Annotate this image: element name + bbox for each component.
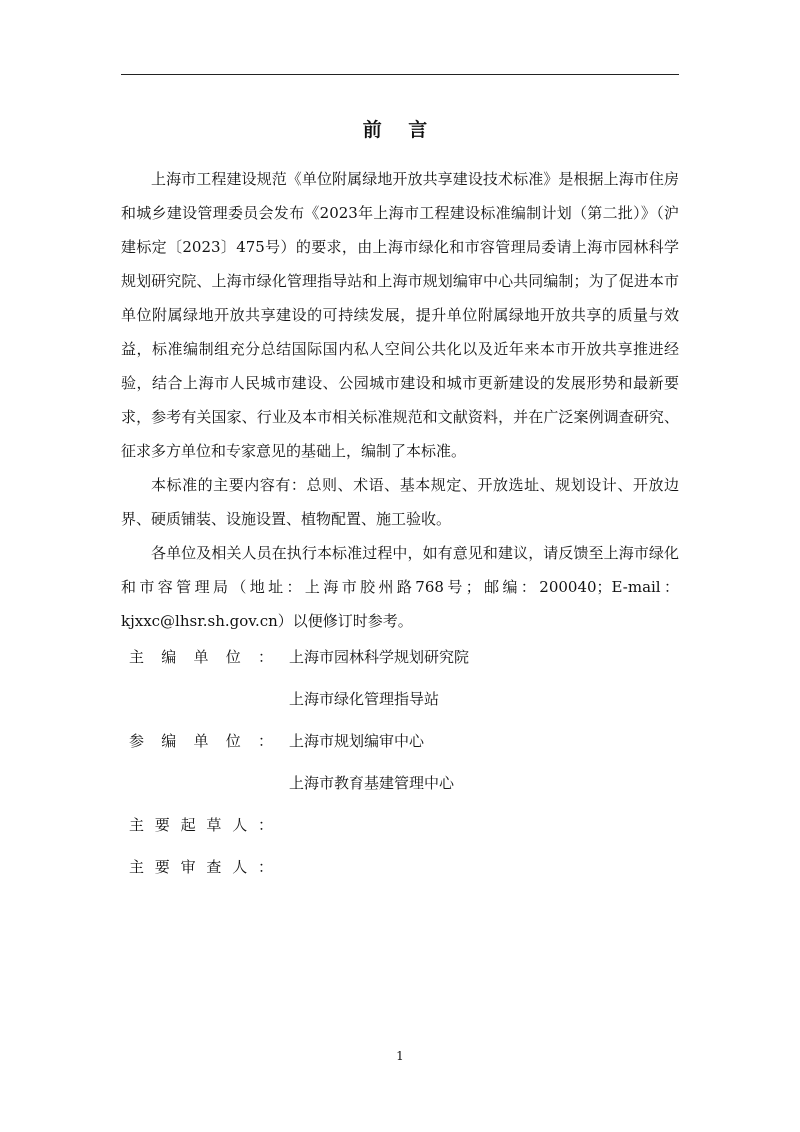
unit-label xyxy=(121,678,289,720)
preface-paragraph: 上海市工程建设规范《单位附属绿地开放共享建设技术标准》是根据上海市住房和城乡建设管理委员会发布《2023年上海市工程建设标准编制计划（第二批）》（沪建标定〔2023〕475号）的要求，由上海市绿化和市容管理局委请上海市园林科学规划研究院、上海市绿化管理指导站和上海市规划编审中心共同编制；为了促进本市单位附属绿地开放共享建设的可持续发展，提升单位附属绿地开放共享的质量与效益，标准编制组充分总结国际国内私人空间公共化以及近年来本市开放共享推进经验，结合上海市人民城市建设、公园城市建设和城市更新建设的发展形势和最新要求，参考有关国家、行业及本市相关标准规范和文献资料，并在广泛案例调查研究、征求多方单位和专家意见的基础上，编制了本标准。 xyxy=(121,170,679,460)
chief-editor-row-1 xyxy=(121,636,679,678)
unit-label: 主 要 起 草 人 ： xyxy=(129,816,273,834)
unit-label: 参 编 单 位 ： xyxy=(129,732,273,750)
participating-unit-row-2 xyxy=(121,762,679,804)
header-rule xyxy=(121,74,679,75)
main-reviewers-row xyxy=(121,846,679,888)
unit-value: 上海市绿化管理指导站 xyxy=(289,690,440,708)
page-title: 前 言 xyxy=(362,119,438,141)
unit-label: 主 编 单 位 ： xyxy=(129,648,273,666)
unit-value: 上海市教育基建管理中心 xyxy=(289,774,455,792)
unit-label xyxy=(121,762,289,804)
page-number: 1 xyxy=(396,1049,404,1063)
preface-paragraph: 本标准的主要内容有：总则、术语、基本规定、开放选址、规划设计、开放边界、硬质铺装、设施设置、植物配置、施工验收。 xyxy=(121,476,679,528)
preface-body xyxy=(121,162,679,638)
unit-value xyxy=(289,804,679,846)
chief-editor-row-2 xyxy=(121,678,679,720)
participating-unit-row-1 xyxy=(121,720,679,762)
unit-label: 主 要 审 查 人 ： xyxy=(129,858,273,876)
unit-value xyxy=(289,846,679,888)
main-drafters-row xyxy=(121,804,679,846)
preface-paragraph: 各单位及相关人员在执行本标准过程中，如有意见和建议，请反馈至上海市绿化和市容管理局（地址：上海市胶州路768号；邮编：200040；E-mail：kjxxc@lhsr.sh.gov.cn）以便修订时参考。 xyxy=(121,544,679,630)
unit-value: 上海市规划编审中心 xyxy=(289,732,425,750)
unit-value: 上海市园林科学规划研究院 xyxy=(289,648,470,666)
units-list xyxy=(121,636,679,888)
